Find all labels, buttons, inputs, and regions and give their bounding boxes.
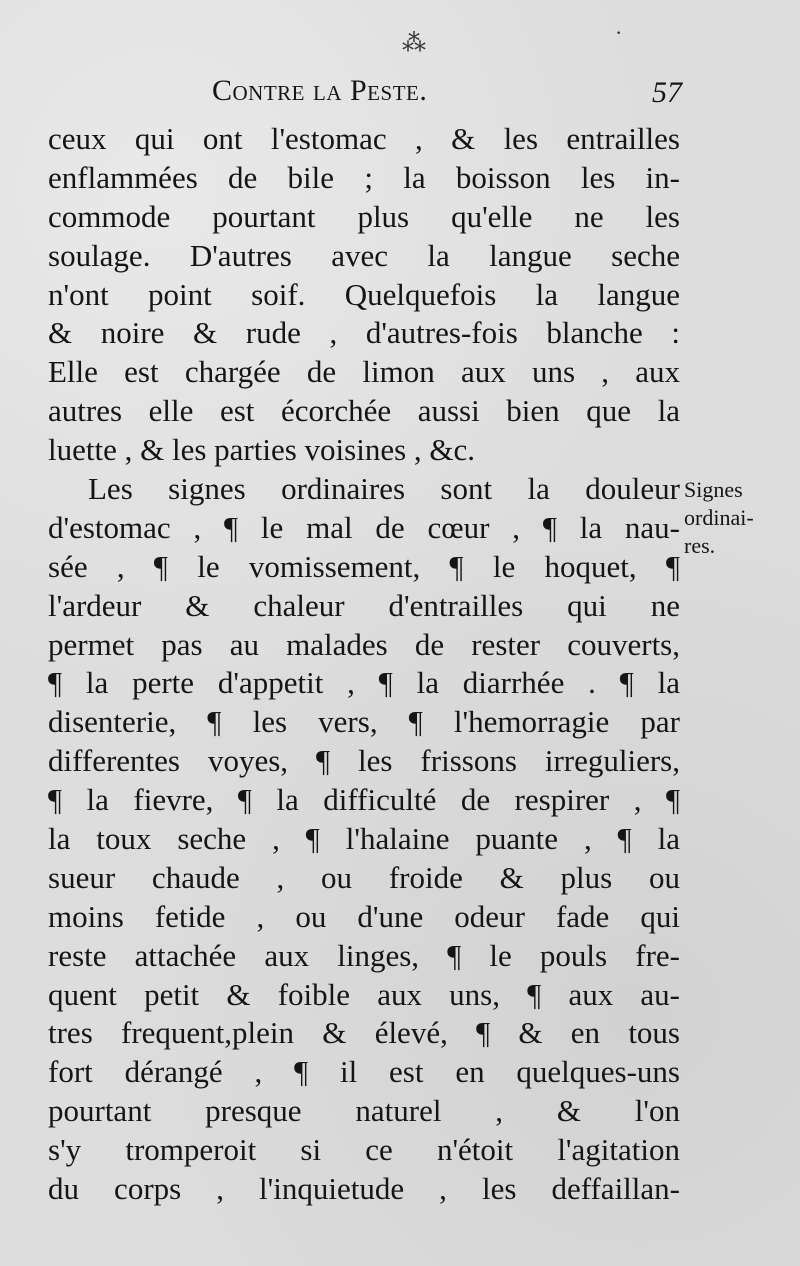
margin-note-line: Signes <box>684 477 743 502</box>
text-line: commode pourtant plus qu'elle ne les <box>48 198 680 234</box>
text-line: permet pas au malades de rester couverts, <box>48 626 680 662</box>
running-title: Contre la Peste. <box>212 74 428 107</box>
text-line: la toux seche , ¶ l'halaine puante , ¶ la <box>48 821 680 857</box>
body-text <box>48 120 680 1209</box>
text-line: l'ardeur & chaleur d'entrailles qui ne <box>48 587 680 623</box>
text-line: fort dérangé , ¶ il est en quelques-uns <box>48 1054 680 1090</box>
text-line: enflammées de bile ; la boisson les in- <box>48 159 680 195</box>
text-line: sée , ¶ le vomissement, ¶ le hoquet, ¶ <box>48 548 680 584</box>
text-line: reste attachée aux linges, ¶ le pouls fre- <box>48 937 680 973</box>
text-line: soulage. D'autres avec la langue seche <box>48 237 680 273</box>
ink-speck-mark: · <box>615 20 623 45</box>
text-line: moins fetide , ou d'une odeur fade qui <box>48 898 680 934</box>
text-line: disenterie, ¶ les vers, ¶ l'hemorragie par <box>48 704 680 740</box>
text-line: differentes voyes, ¶ les frissons irreguliers, <box>48 743 680 779</box>
text-line: du corps , l'inquietude , les deffaillan- <box>48 1171 680 1207</box>
margin-note <box>684 476 796 560</box>
text-line: & noire & rude , d'autres-fois blanche : <box>48 315 680 351</box>
text-line: ceux qui ont l'estomac , & les entrailles <box>48 121 680 156</box>
text-line: d'estomac , ¶ le mal de cœur , ¶ la nau- <box>48 509 680 545</box>
text-line: n'ont point soif. Quelquefois la langue <box>48 276 680 312</box>
text-line: tres frequent,plein & élevé, ¶ & en tous <box>48 1015 680 1051</box>
margin-note-line: res. <box>684 533 716 558</box>
ink-speck-mark: ⁂ <box>402 31 426 57</box>
text-line: Elle est chargée de limon aux uns , aux <box>48 354 680 390</box>
page-header <box>212 74 682 114</box>
margin-note-line: ordinai- <box>684 505 754 530</box>
text-line-paragraph-start: Les signes ordinaires sont la douleur <box>88 471 680 507</box>
text-line: ¶ la fievre, ¶ la difficulté de respirer , ¶ <box>48 782 680 818</box>
text-line: luette , & les parties voisines , &c. <box>48 432 476 468</box>
text-line: pourtant presque naturel , & l'on <box>48 1093 680 1129</box>
text-line: quent petit & foible aux uns, ¶ aux au- <box>48 976 680 1012</box>
text-line: s'y tromperoit si ce n'étoit l'agitation <box>48 1132 680 1168</box>
text-line: sueur chaude , ou froide & plus ou <box>48 859 680 895</box>
text-line: autres elle est écorchée aussi bien que la <box>48 393 680 429</box>
text-line: ¶ la perte d'appetit , ¶ la diarrhée . ¶ la <box>48 665 680 701</box>
page-number: 57 <box>652 76 682 109</box>
